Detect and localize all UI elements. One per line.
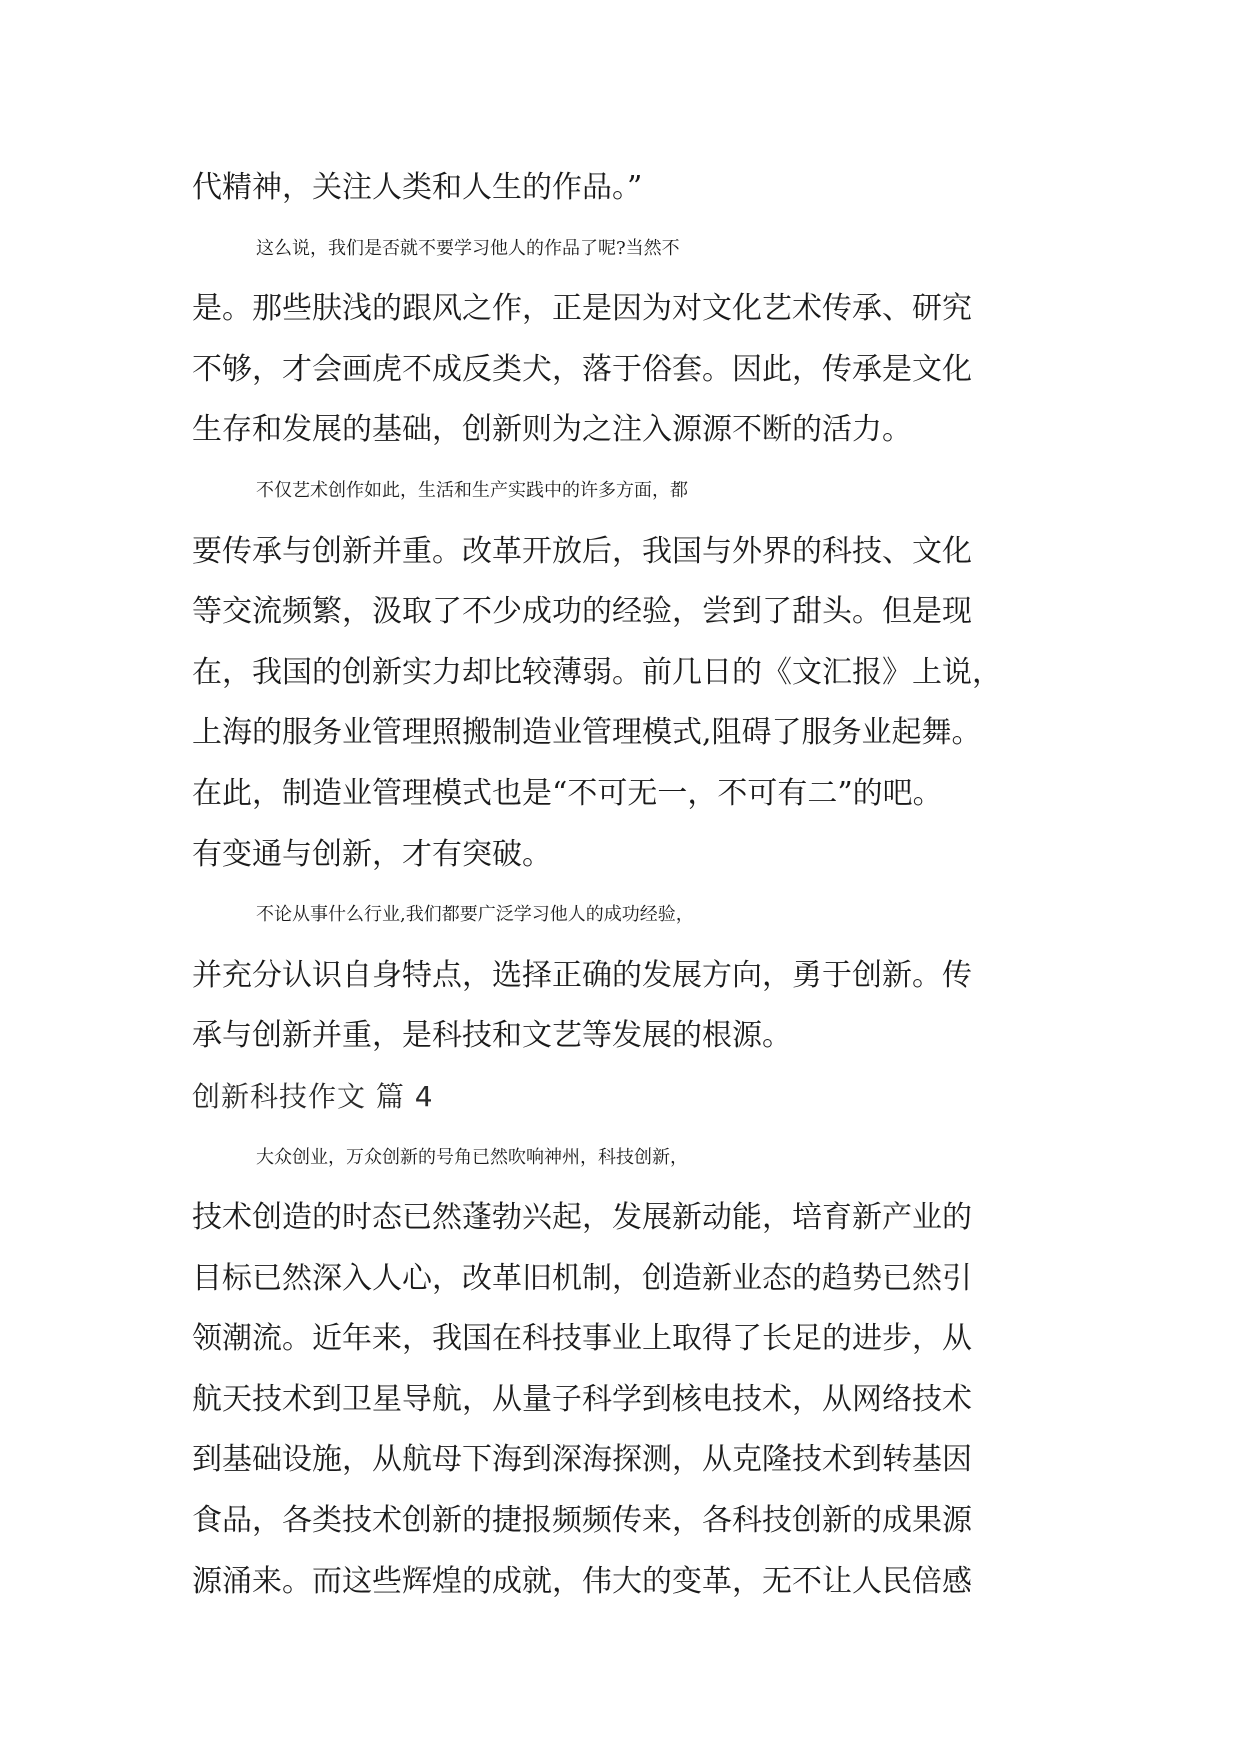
text-line: 生存和发展的基础，创新则为之注入源源不断的活力。	[192, 412, 912, 448]
text-line: 上海的服务业管理照搬制造业管理模式,阻碍了服务业起舞。	[192, 715, 982, 751]
text-line: 到基础设施，从航母下海到深海探测，从克隆技术到转基因	[192, 1442, 972, 1478]
text-line: 源涌来。而这些辉煌的成就，伟大的变革，无不让人民倍感	[192, 1563, 972, 1599]
text-line: 大众创业，万众创新的号角已然吹响神州，科技创新，	[256, 1146, 688, 1168]
text-line: 代精神，关注人类和人生的作品。”	[192, 170, 643, 205]
text-line: 是。那些肤浅的跟风之作，正是因为对文化艺术传承、研究	[192, 291, 972, 327]
text-line: 目标已然深入人心，改革旧机制，创造新业态的趋势已然引	[192, 1260, 972, 1296]
text-line: 等交流频繁，汲取了不少成功的经验，尝到了甜头。但是现	[192, 594, 972, 630]
text-line: 要传承与创新并重。改革开放后，我国与外界的科技、文化	[192, 533, 972, 569]
text-line: 承与创新并重，是科技和文艺等发展的根源。	[192, 1018, 792, 1054]
text-line: 不仅艺术创作如此，生活和生产实践中的许多方面，都	[256, 479, 688, 501]
text-line: 技术创造的时态已然蓬勃兴起，发展新动能，培育新产业的	[192, 1200, 972, 1236]
text-line: 有变通与创新，才有突破。	[192, 836, 552, 872]
text-line: 不论从事什么行业,我们都要广泛学习他人的成功经验，	[256, 904, 694, 926]
text-line: 食品，各类技术创新的捷报频频传来，各科技创新的成果源	[192, 1503, 972, 1539]
section-heading: 创新科技作文 篇 4	[192, 1079, 434, 1113]
text-line: 在，我国的创新实力却比较薄弱。前几日的《文汇报》上说，	[192, 654, 1002, 690]
document-body	[192, 158, 1072, 1612]
text-line: 在此，制造业管理模式也是“不可无一，不可有二”的吧。	[192, 775, 943, 811]
text-line: 这么说，我们是否就不要学习他人的作品了呢?当然不	[256, 237, 680, 259]
text-line: 领潮流。近年来，我国在科技事业上取得了长足的进步，从	[192, 1321, 972, 1357]
text-line: 并充分认识自身特点，选择正确的发展方向，勇于创新。传	[192, 957, 972, 993]
text-line: 不够，才会画虎不成反类犬，落于俗套。因此，传承是文化	[192, 351, 972, 387]
text-line: 航天技术到卫星导航，从量子科学到核电技术，从网络技术	[192, 1381, 972, 1417]
